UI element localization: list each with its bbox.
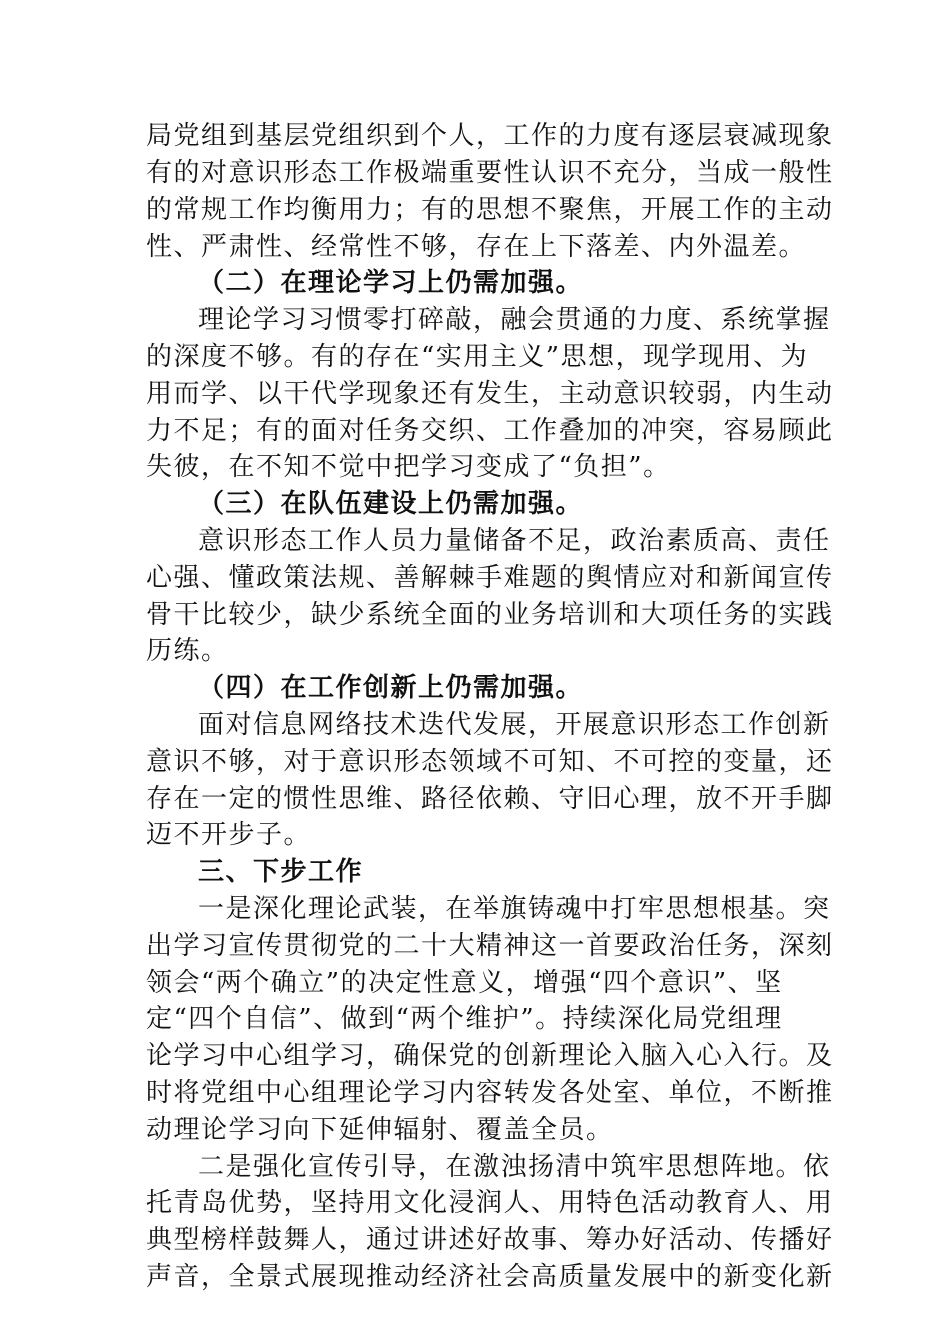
body-text-line: 失彼，在不知不觉中把学习变成了“负担”。: [146, 452, 671, 482]
body-text-line: 存在一定的惯性思维、路径依赖、守旧心理，放不开手脚: [146, 784, 834, 814]
section-heading: （三）在队伍建设上仍需加强。: [198, 489, 584, 519]
body-text-line: 论学习中心组学习，确保党的创新理论入脑入心入行。及: [146, 1041, 834, 1071]
body-text-line: 定“四个自信”、做到“两个维护”。持续深化局党组理: [146, 1004, 783, 1034]
section-heading: 三、下步工作: [198, 857, 364, 887]
body-text-line: 力不足；有的面对任务交织、工作叠加的冲突，容易顾此: [146, 416, 834, 446]
body-text-line: 托青岛优势，坚持用文化浸润人、用特色活动教育人、用: [146, 1188, 834, 1218]
body-text-line: 时将党组中心组理论学习内容转发各处室、单位，不断推: [146, 1078, 834, 1108]
paragraph-first-line: 一是深化理论武装，在举旗铸魂中打牢思想根基。突: [198, 894, 831, 924]
section-heading: （二）在理论学习上仍需加强。: [198, 268, 584, 298]
body-text-line: 领会“两个确立”的决定性意义，增强“四个意识”、坚: [146, 968, 783, 998]
paragraph-first-line: 面对信息网络技术迭代发展，开展意识形态工作创新: [198, 710, 831, 740]
body-text-line: 局党组到基层党组织到个人，工作的力度有逐层衰减现象: [146, 121, 834, 151]
body-text-line: 典型榜样鼓舞人，通过讲述好故事、筹办好活动、传播好: [146, 1225, 834, 1255]
body-text-line: 有的对意识形态工作极端重要性认识不充分，当成一般性: [146, 158, 834, 188]
body-text-line: 意识不够，对于意识形态领域不可知、不可控的变量，还: [146, 747, 834, 777]
paragraph-first-line: 二是强化宣传引导，在激浊扬清中筑牢思想阵地。依: [198, 1152, 831, 1182]
body-text-line: 骨干比较少，缺少系统全面的业务培训和大项任务的实践: [146, 600, 834, 630]
body-text-line: 动理论学习向下延伸辐射、覆盖全员。: [146, 1115, 614, 1145]
body-text-line: 性、严肃性、经常性不够，存在上下落差、内外温差。: [146, 232, 807, 262]
section-heading: （四）在工作创新上仍需加强。: [198, 673, 584, 703]
body-text-line: 声音，全景式展现推动经济社会高质量发展中的新变化新: [146, 1262, 834, 1292]
paragraph-first-line: 意识形态工作人员力量储备不足，政治素质高、责任: [198, 526, 831, 556]
body-text-line: 的深度不够。有的存在“实用主义”思想，现学现用、为: [146, 342, 809, 372]
body-text-line: 迈不开步子。: [146, 820, 312, 850]
body-text-line: 的常规工作均衡用力；有的思想不聚焦，开展工作的主动: [146, 195, 834, 225]
paragraph-first-line: 理论学习习惯零打碎敲，融会贯通的力度、系统掌握: [198, 305, 831, 335]
body-text-line: 出学习宣传贯彻党的二十大精神这一首要政治任务，深刻: [146, 931, 834, 961]
body-text-line: 用而学、以干代学现象还有发生，主动意识较弱，内生动: [146, 379, 834, 409]
body-text-line: 历练。: [146, 636, 229, 666]
body-text-line: 心强、懂政策法规、善解棘手难题的舆情应对和新闻宣传: [146, 563, 834, 593]
